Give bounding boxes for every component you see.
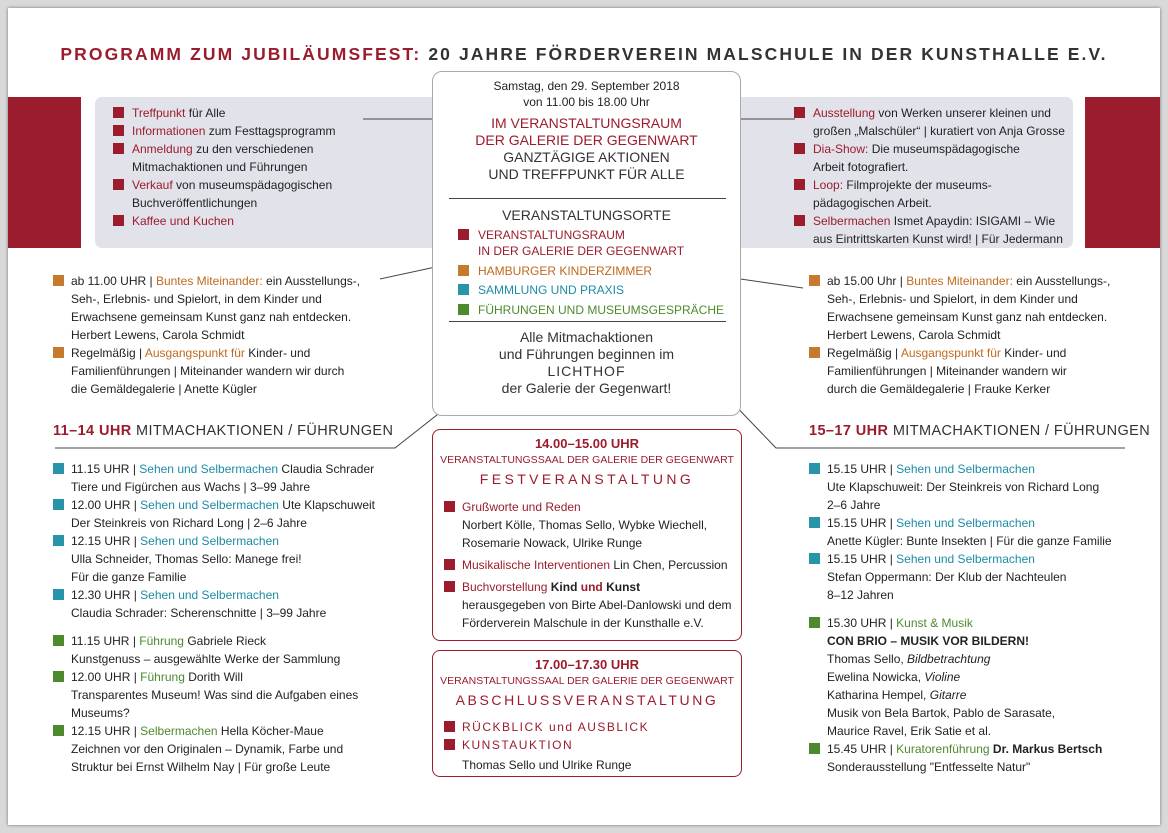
teal-square-icon — [53, 463, 64, 474]
orte-list — [458, 227, 724, 318]
green-square-icon — [809, 617, 820, 628]
list-item: ab 15.00 Uhr | Buntes Miteinander: ein Ausstellungs-, Seh-, Erlebnis- und Spielort, in dem Kinder und Erwachsene gemeinsam Kunst ganz nah entdecken. Herbert Lewens, Carola Schmidt — [809, 272, 1154, 344]
list-item: 12.15 UHR | Sehen und Selbermachen Ulla Schneider, Thomas Sello: Manege frei! Für die ganze Familie — [53, 532, 403, 586]
list-item: 15.30 UHR | Kunst & Musik CON BRIO – MUSIK VOR BILDERN! Thomas Sello, Bildbetrachtung Ewelina Nowicka, Violine Katharina Hempel, Gitarre Musik von Bela Bartok, Pablo de Sarasate, Maurice Ravel, Erik Satie et al. — [809, 614, 1154, 740]
closing-time: 17.00–17.30 UHR — [534, 657, 640, 672]
list-item: 11.15 UHR | Sehen und Selbermachen Claudia Schrader Tiere und Figürchen aus Wachs | 3–99 Jahre — [53, 460, 403, 496]
green-square-icon — [458, 304, 469, 315]
red-square-icon — [444, 739, 455, 750]
list-item: Musikalische Interventionen Lin Chen, Percussion — [444, 556, 739, 574]
fest-venue: VERANSTALTUNGSSAAL DER GALERIE DER GEGENWART — [440, 454, 734, 466]
orange-square-icon — [53, 275, 64, 286]
red-square-icon — [794, 179, 805, 190]
list-item: Buchvorstellung Kind und Kunst herausgegeben von Birte Abel-Danlowski und dem Förderverein Malschule in der Kunsthalle e.V. — [444, 578, 739, 632]
list-item: Selbermachen Ismet Apaydin: ISIGAMI – Wie aus Eintrittskarten Kunst wird! | Für Jedermann — [794, 212, 1084, 248]
left-section-heading: 11–14 UHR MITMACHAKTIONEN / FÜHRUNGEN — [53, 423, 394, 439]
list-item: Loop: Filmprojekte der museums- pädagogischen Arbeit. — [794, 176, 1084, 212]
list-item: 12.00 UHR | Sehen und Selbermachen Ute Klapschuweit Der Steinkreis von Richard Long | 2–6 Jahre — [53, 496, 403, 532]
red-square-icon — [113, 107, 124, 118]
list-item: Anmeldung zu den verschiedenen Mitmachaktionen und Führungen — [113, 140, 373, 176]
orange-square-icon — [809, 347, 820, 358]
band-left-list — [113, 104, 373, 230]
list-item: 15.15 UHR | Sehen und Selbermachen Anette Kügler: Bunte Insekten | Für die ganze Familie — [809, 514, 1154, 550]
orange-square-icon — [458, 265, 469, 276]
list-item: Kaffee und Kuchen — [113, 212, 373, 230]
list-item: 12.30 UHR | Sehen und Selbermachen Claudia Schrader: Scherenschnitte | 3–99 Jahre — [53, 586, 403, 622]
list-item: FÜHRUNGEN UND MUSEUMSGESPRÄCHE — [458, 302, 724, 318]
left-events — [53, 460, 403, 776]
left-orange-block — [53, 272, 393, 398]
red-square-icon — [794, 107, 805, 118]
list-item: ab 11.00 UHR | Buntes Miteinander: ein Ausstellungs-, Seh-, Erlebnis- und Spielort, in dem Kinder und Erwachsene gemeinsam Kunst ganz nah entdecken. Herbert Lewens, Carola Schmidt — [53, 272, 393, 344]
list-item: 15.15 UHR | Sehen und Selbermachen Stefan Oppermann: Der Klub der Nachteulen 8–12 Jahren — [809, 550, 1154, 604]
teal-square-icon — [809, 553, 820, 564]
list-item: Regelmäßig | Ausgangspunkt für Kinder- und Familienführungen | Miteinander wandern wir durch die Gemäldegalerie | Frauke Kerker — [809, 344, 1154, 398]
red-square-icon — [458, 229, 469, 240]
fest-time: 14.00–15.00 UHR — [534, 436, 640, 451]
orte-title: VERANSTALTUNGSORTE — [502, 207, 671, 223]
divider — [449, 198, 726, 199]
list-item: 15.15 UHR | Sehen und Selbermachen Ute Klapschuweit: Der Steinkreis von Richard Long 2–6 Jahre — [809, 460, 1154, 514]
teal-square-icon — [809, 463, 820, 474]
teal-square-icon — [53, 535, 64, 546]
venue-heading: IM VERANSTALTUNGSRAUM DER GALERIE DER GEGENWART — [475, 115, 698, 148]
list-item: Regelmäßig | Ausgangspunkt für Kinder- und Familienführungen | Miteinander wandern wir durch die Gemäldegalerie | Anette Kügler — [53, 344, 393, 398]
closing-title: ABSCHLUSSVERANSTALTUNG — [455, 692, 719, 708]
list-item: Grußworte und Reden Norbert Kölle, Thomas Sello, Wybke Wiechell, Rosemarie Nowack, Ulrike Runge — [444, 498, 739, 552]
closing-names: Thomas Sello und Ulrike Runge — [462, 758, 632, 772]
red-square-icon — [113, 143, 124, 154]
fest-items — [444, 498, 739, 632]
list-item: Treffpunkt für Alle — [113, 104, 373, 122]
green-square-icon — [53, 671, 64, 682]
list-item: Informationen zum Festtagsprogramm — [113, 122, 373, 140]
right-events — [809, 460, 1154, 776]
red-square-icon — [444, 581, 455, 592]
orange-square-icon — [53, 347, 64, 358]
red-square-icon — [794, 143, 805, 154]
closing-box — [432, 650, 742, 777]
red-square-icon — [444, 501, 455, 512]
list-item: Dia-Show: Die museumspädagogische Arbeit fotografiert. — [794, 140, 1084, 176]
list-item: HAMBURGER KINDERZIMMER — [458, 263, 724, 279]
band-right-list — [794, 104, 1084, 248]
teal-square-icon — [53, 589, 64, 600]
closing-venue: VERANSTALTUNGSSAAL DER GALERIE DER GEGENWART — [440, 675, 734, 687]
program-page — [8, 8, 1160, 825]
page-title: PROGRAMM ZUM JUBILÄUMSFEST: 20 JAHRE FÖRDERVEREIN MALSCHULE IN DER KUNSTHALLE E.V. — [60, 44, 1108, 64]
lichthof-note: Alle Mitmachaktionen und Führungen beginnen im LICHTHOF der Galerie der Gegenwart! — [498, 329, 675, 396]
list-item: SAMMLUNG UND PRAXIS — [458, 282, 724, 298]
right-section-heading: 15–17 UHR MITMACHAKTIONEN / FÜHRUNGEN — [809, 423, 1151, 439]
list-item: Ausstellung von Werken unserer kleinen und großen „Malschüler“ | kuratiert von Anja Grosse — [794, 104, 1084, 140]
red-square-icon — [444, 559, 455, 570]
green-square-icon — [53, 635, 64, 646]
list-item: 11.15 UHR | Führung Gabriele Rieck Kunstgenuss – ausgewählte Werke der Sammlung — [53, 632, 403, 668]
event-date: Samstag, den 29. September 2018 von 11.00 bis 18.00 Uhr — [493, 79, 680, 109]
red-square-icon — [113, 125, 124, 136]
red-square-icon — [113, 215, 124, 226]
teal-square-icon — [458, 284, 469, 295]
list-item: 15.45 UHR | Kuratorenführung Dr. Markus Bertsch Sonderausstellung "Entfesselte Natur" — [809, 740, 1154, 776]
fest-title: FESTVERANSTALTUNG — [479, 471, 695, 487]
list-item: Verkauf von museumspädagogischen Buchveröffentlichungen — [113, 176, 373, 212]
green-square-icon — [53, 725, 64, 736]
list-item: VERANSTALTUNGSRAUM IN DER GALERIE DER GEGENWART — [458, 227, 724, 259]
list-item: 12.15 UHR | Selbermachen Hella Köcher-Maue Zeichnen vor den Originalen – Dynamik, Farbe und Struktur bei Ernst Wilhelm Nay | Für große Leute — [53, 722, 403, 776]
list-item: KUNSTAUKTION — [444, 736, 739, 754]
red-square-icon — [444, 721, 455, 732]
venue-subheading: GANZTÄGIGE AKTIONEN UND TREFFPUNKT FÜR ALLE — [488, 149, 685, 182]
divider — [449, 321, 726, 322]
closing-items — [444, 718, 739, 774]
center-info-box — [432, 71, 741, 416]
red-square-icon — [113, 179, 124, 190]
teal-square-icon — [809, 517, 820, 528]
list-item: 12.00 UHR | Führung Dorith Will Transparentes Museum! Was sind die Aufgaben eines Museums? — [53, 668, 403, 722]
teal-square-icon — [53, 499, 64, 510]
list-item: RÜCKBLICK und AUSBLICK — [444, 718, 739, 736]
green-square-icon — [809, 743, 820, 754]
orange-square-icon — [809, 275, 820, 286]
right-orange-block — [809, 272, 1154, 398]
red-square-icon — [794, 215, 805, 226]
festveranstaltung-box — [432, 429, 742, 641]
